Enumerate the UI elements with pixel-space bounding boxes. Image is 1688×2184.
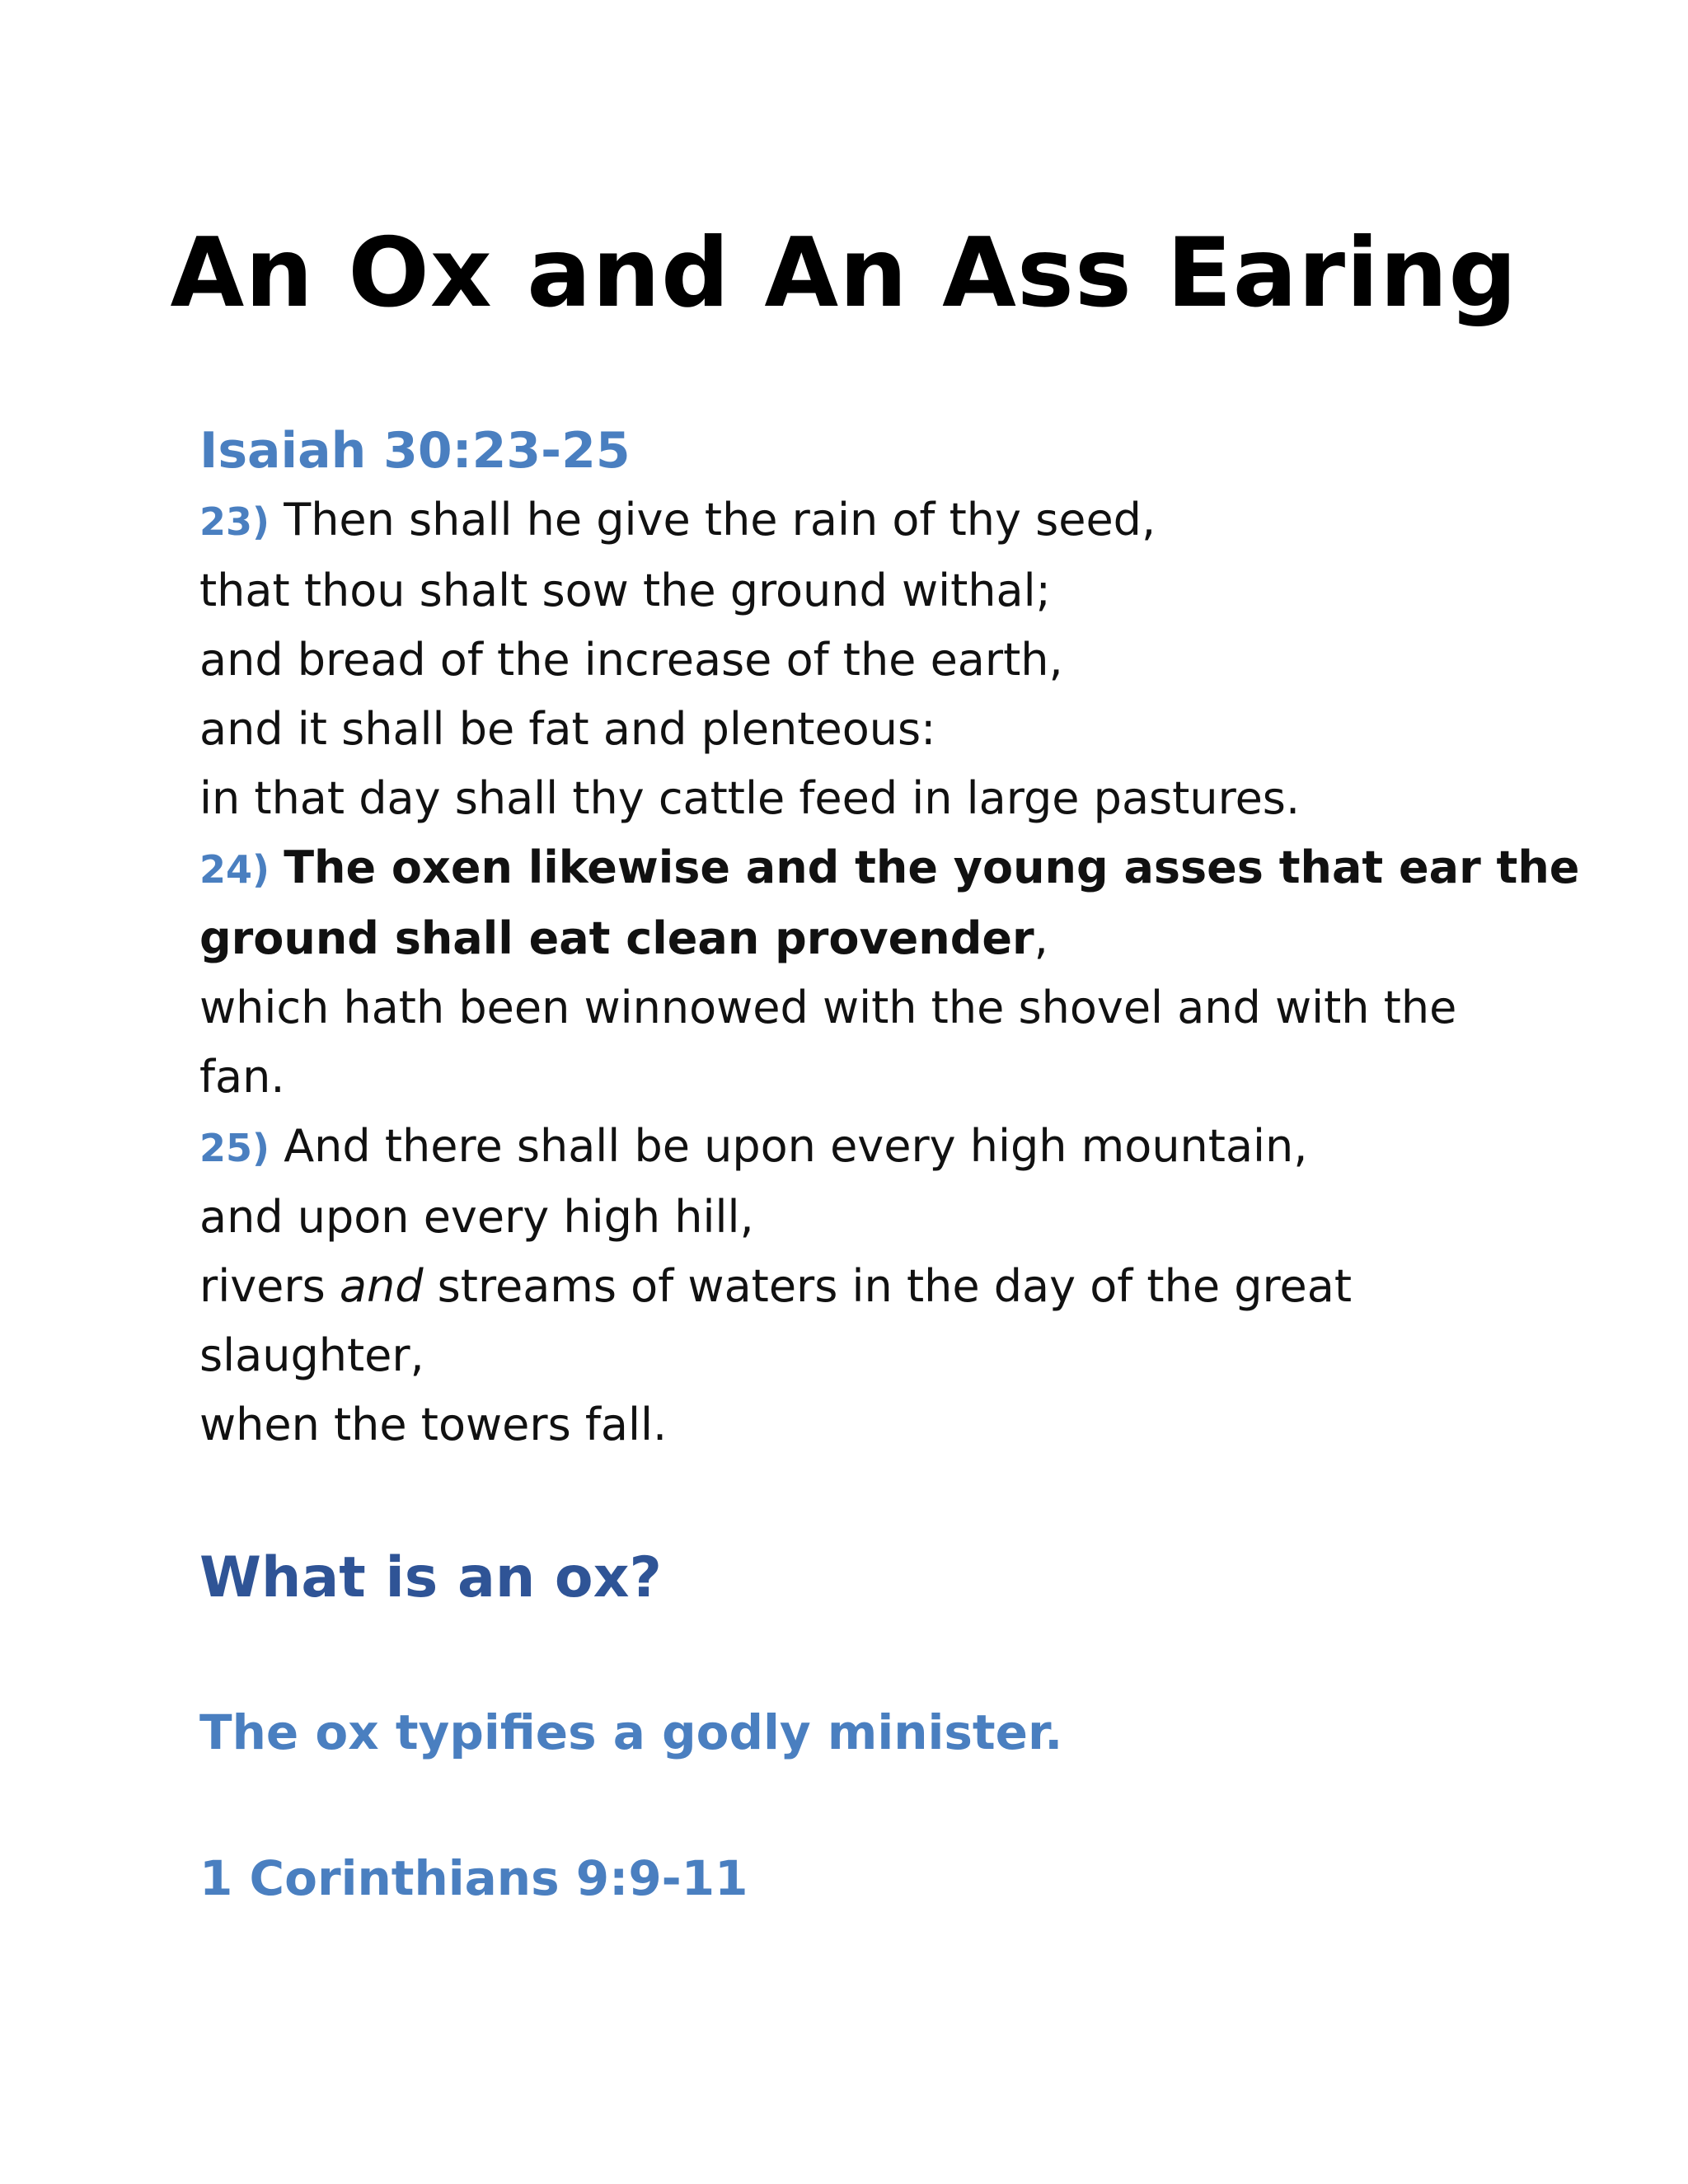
verse-text: rivers [199,1260,340,1312]
scripture-passage [199,416,1580,1460]
verse-text-bold: The oxen likewise and the young asses that ear the [284,841,1580,893]
verse-number: 23) [199,499,270,544]
verse-text: Then shall he give the rain of thy seed, [284,494,1156,546]
verse-number: 24) [199,847,270,892]
verse-line [199,1252,1485,1321]
verse-line: slaughter, [199,1329,424,1381]
section-heading: What is an ox? [199,1545,662,1610]
verse-number: 25) [199,1126,270,1170]
verse-line: in that day shall thy cattle feed in large pastures. [199,772,1301,824]
verse-line: fan. [199,1051,285,1103]
verse-line: and it shall be fat and plenteous: [199,703,936,755]
second-reference: 1 Corinthians 9:9-11 [199,1850,748,1906]
verse-line: and upon every high hill, [199,1191,754,1243]
verse-25 [199,1112,1485,1460]
statement: The ox typifies a godly minister. [199,1704,1063,1760]
verse-line: that thou shalt sow the ground withal; [199,565,1051,616]
verse-line [199,485,1485,556]
verse-text: And there shall be upon every high mountain, [284,1120,1308,1172]
verse-punctuation: , [1034,912,1048,964]
verse-text-bold: ground shall eat clean provender [199,912,1034,964]
verse-line: and bread of the increase of the earth, [199,634,1063,686]
passage-reference: Isaiah 30:23-25 [199,422,631,480]
verse-line: when the towers fall. [199,1399,668,1451]
verse-line [199,833,1580,904]
verse-line: which hath been winnowed with the shovel and with the [199,982,1457,1033]
verse-23 [199,485,1485,833]
verse-24 [199,833,1580,1112]
verse-line [199,904,1485,973]
verse-text: streams of waters in the day of the great [423,1260,1352,1312]
verse-line [199,1112,1485,1183]
verse-text-italic: and [339,1260,424,1312]
page-title: An Ox and An Ass Earing [170,218,1518,329]
